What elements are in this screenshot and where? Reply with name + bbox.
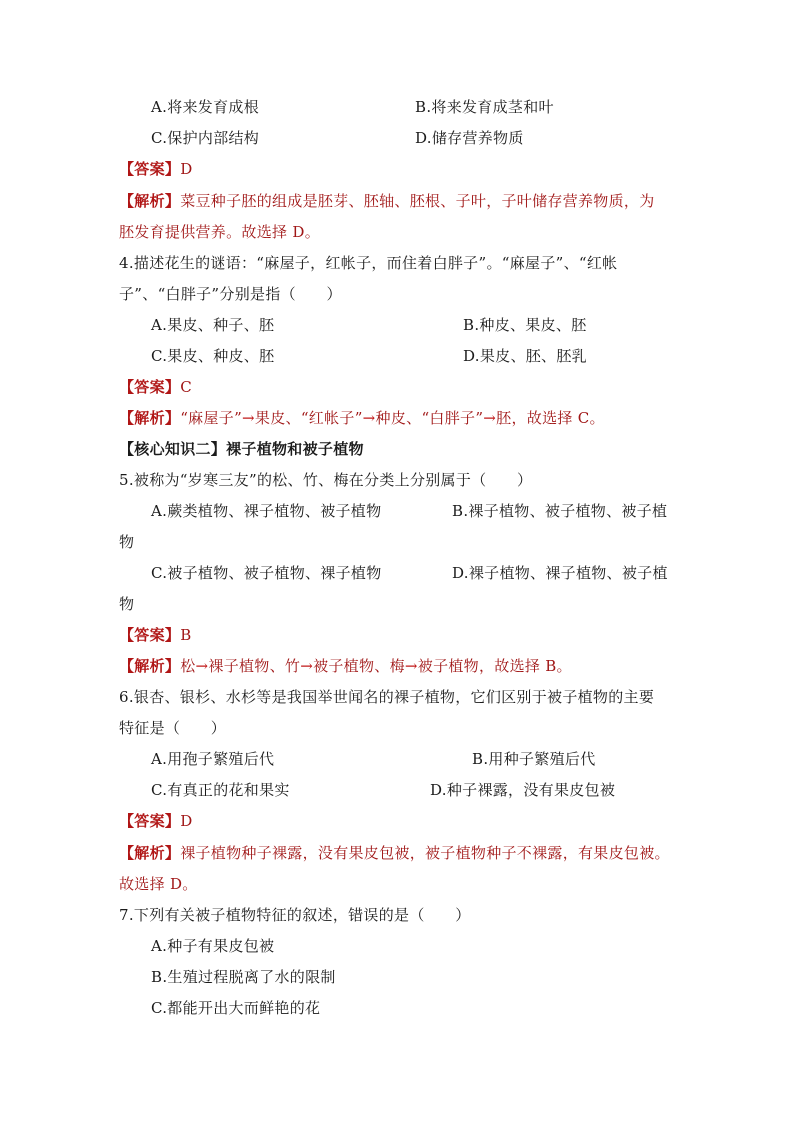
option-c: C.被子植物、被子植物、裸子植物 (151, 564, 382, 582)
answer-label: 【答案】 (119, 626, 181, 644)
option-a: A.将来发育成根 (151, 98, 260, 116)
analysis-row (119, 191, 655, 211)
option-a: A.种子有果皮包被 (151, 937, 275, 955)
analysis-text: 胚，故选择 C。 (496, 409, 605, 427)
answer-value: B (180, 626, 192, 644)
option-b: B.生殖过程脱离了水的限制 (151, 968, 336, 986)
option-b: B.将来发育成茎和叶 (415, 98, 554, 116)
analysis-text-cont: 故选择 D。 (119, 875, 198, 893)
analysis-label: 【解析】 (119, 657, 181, 675)
option-c: C.有真正的花和果实 (151, 781, 290, 799)
option-d: D.裸子植物、裸子植物、被子植 (452, 564, 668, 582)
analysis-text: 菜豆种子胚的组成是胚芽、胚轴、胚根、子叶，子叶储存营养物质，为 (180, 192, 655, 210)
option-b: B.用种子繁殖后代 (472, 750, 596, 768)
analysis-text: 裸子植物、竹 (208, 657, 301, 675)
analysis-row (119, 656, 572, 676)
analysis-text: 被子植物、梅 (313, 657, 405, 675)
option-d: D.果皮、胚、胚乳 (463, 347, 587, 365)
arrow-icon: → (483, 409, 497, 427)
arrow-icon: → (362, 409, 376, 427)
analysis-text: 松 (180, 657, 196, 675)
option-d: D.种子裸露，没有果皮包被 (430, 781, 616, 799)
analysis-label: 【解析】 (119, 409, 181, 427)
answer-value: D (180, 812, 193, 830)
answer-row (119, 625, 192, 645)
option-c: C.都能开出大而鲜艳的花 (151, 999, 321, 1017)
question-7-stem: 7.下列有关被子植物特征的叙述，错误的是（ ） (119, 906, 471, 924)
analysis-label: 【解析】 (119, 192, 181, 210)
arrow-icon: → (300, 657, 314, 675)
option-d: D.储存营养物质 (415, 129, 524, 147)
question-4-stem: 4.描述花生的谜语：“麻屋子，红帐子，而住着白胖子”。“麻屋子”、“红帐 (119, 254, 618, 272)
arrow-icon: → (242, 409, 255, 427)
analysis-text-cont: 胚发育提供营养。故选择 D。 (119, 223, 320, 241)
question-5-stem: 5.被称为“岁寒三友”的松、竹、梅在分类上分别属于（ ） (119, 471, 533, 489)
analysis-row (119, 408, 605, 428)
arrow-icon: → (195, 657, 209, 675)
option-b: B.裸子植物、被子植物、被子植 (452, 502, 668, 520)
option-a: A.蕨类植物、裸子植物、被子植物 (151, 502, 382, 520)
answer-value: D (180, 160, 193, 178)
answer-label: 【答案】 (119, 812, 181, 830)
question-4-stem-cont: 子”、“白胖子”分别是指（ ） (119, 285, 342, 303)
analysis-text: 裸子植物种子裸露，没有果皮包被，被子植物种子不裸露，有果皮包被。 (180, 844, 670, 862)
answer-label: 【答案】 (119, 160, 181, 178)
analysis-text: 被子植物，故选择 B。 (417, 657, 572, 675)
answer-value: C (180, 378, 192, 396)
option-a: A.果皮、种子、胚 (151, 316, 275, 334)
answer-label: 【答案】 (119, 378, 181, 396)
option-c: C.果皮、种皮、胚 (151, 347, 275, 365)
option-d-wrap: 物 (119, 595, 135, 613)
question-6-stem: 6.银杏、银杉、水杉等是我国举世闻名的裸子植物，它们区别于被子植物的主要 (119, 688, 655, 706)
analysis-label: 【解析】 (119, 844, 181, 862)
option-b-wrap: 物 (119, 533, 135, 551)
answer-row (119, 159, 193, 179)
option-c: C.保护内部结构 (151, 129, 260, 147)
section-heading: 【核心知识二】裸子植物和被子植物 (119, 440, 364, 458)
option-b: B.种皮、果皮、胚 (463, 316, 587, 334)
option-a: A.用孢子繁殖后代 (151, 750, 275, 768)
answer-row (119, 811, 193, 831)
analysis-text: “麻屋子” (180, 409, 243, 427)
question-6-stem-cont: 特征是（ ） (119, 719, 227, 737)
analysis-text: 果皮、“红帐子” (254, 409, 363, 427)
answer-row (119, 377, 192, 397)
analysis-text: 种皮、“白胖子” (375, 409, 484, 427)
analysis-row (119, 843, 670, 863)
arrow-icon: → (404, 657, 418, 675)
